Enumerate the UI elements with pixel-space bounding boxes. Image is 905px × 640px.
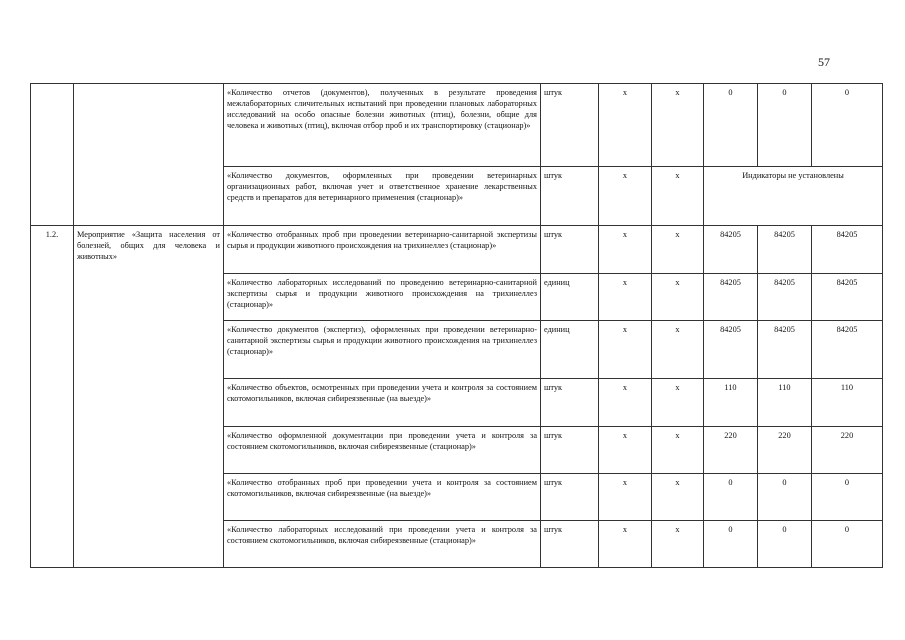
x-cell: x: [652, 521, 704, 568]
row-number-cell: 1.2.: [31, 226, 74, 568]
event-cell: [74, 84, 224, 226]
indicator-cell: «Количество документов (экспертиз), оформленных при проведении ветеринарно-санитарной экспертизы сырья и продукции животного происхождения на трихинеллез (стационар)»: [224, 321, 541, 379]
indicator-cell: «Количество лабораторных исследований по проведению ветеринарно-санитарной экспертизы сырья и продукции животного происхождения на трихинеллез (стационар)»: [224, 274, 541, 321]
unit-cell: штук: [541, 84, 599, 167]
x-cell: x: [652, 274, 704, 321]
value-cell: 110: [758, 379, 812, 427]
table-body: [31, 84, 883, 568]
value-cell: 0: [812, 84, 883, 167]
value-cell: 84205: [704, 274, 758, 321]
unit-cell: штук: [541, 167, 599, 226]
x-cell: x: [652, 84, 704, 167]
unit-cell: штук: [541, 379, 599, 427]
value-cell: 0: [758, 521, 812, 568]
unit-cell: штук: [541, 474, 599, 521]
indicator-cell: «Количество лабораторных исследований при проведении учета и контроля за состоянием скотомогильников, включая сибиреязвенные (стационар)»: [224, 521, 541, 568]
value-cell: 84205: [812, 274, 883, 321]
indicator-cell: «Количество отобранных проб при проведении учета и контроля за состоянием скотомогильников, включая сибиреязвенные (на выезде)»: [224, 474, 541, 521]
value-cell: 84205: [758, 274, 812, 321]
value-cell: 110: [812, 379, 883, 427]
value-cell: 84205: [758, 321, 812, 379]
x-cell: x: [652, 379, 704, 427]
value-cell: 220: [758, 427, 812, 474]
indicator-cell: «Количество отчетов (документов), полученных в результате проведения межлабораторных сличительных испытаний при проведении плановых лабораторных исследований на особо опасные болезни животных (птиц), болезни, общие для человека и животных (птиц), включая отбор проб и их транспортировку (стационар)»: [224, 84, 541, 167]
value-cell: 220: [704, 427, 758, 474]
value-cell: 0: [704, 84, 758, 167]
value-cell: 0: [704, 521, 758, 568]
indicator-cell: «Количество документов, оформленных при проведении ветеринарных организационных работ, включая учет и ответственное хранение лекарственных средств и препаратов для ветеринарного применения (стационар)»: [224, 167, 541, 226]
x-cell: x: [599, 521, 652, 568]
x-cell: x: [652, 226, 704, 274]
table-row: [31, 84, 883, 167]
value-cell: 0: [758, 84, 812, 167]
x-cell: x: [652, 167, 704, 226]
x-cell: x: [599, 167, 652, 226]
x-cell: x: [599, 427, 652, 474]
unit-cell: единиц: [541, 274, 599, 321]
indicator-cell: «Количество отобранных проб при проведении ветеринарно-санитарной экспертизы сырья и продукции животного происхождения на трихинеллез (стационар)»: [224, 226, 541, 274]
page-number: 57: [818, 55, 830, 69]
value-cell: 84205: [812, 321, 883, 379]
value-cell: 84205: [812, 226, 883, 274]
unit-cell: штук: [541, 427, 599, 474]
x-cell: x: [652, 474, 704, 521]
unit-cell: штук: [541, 226, 599, 274]
indicators-not-set-cell: Индикаторы не установлены: [704, 167, 883, 226]
x-cell: x: [652, 427, 704, 474]
indicator-cell: «Количество объектов, осмотренных при проведении учета и контроля за состоянием скотомогильников, включая сибиреязвенные (на выезде)»: [224, 379, 541, 427]
value-cell: 0: [812, 521, 883, 568]
unit-cell: штук: [541, 521, 599, 568]
value-cell: 0: [704, 474, 758, 521]
x-cell: x: [599, 379, 652, 427]
value-cell: 84205: [704, 226, 758, 274]
value-cell: 0: [812, 474, 883, 521]
table-row: [31, 226, 883, 274]
value-cell: 0: [758, 474, 812, 521]
x-cell: x: [599, 84, 652, 167]
x-cell: x: [599, 274, 652, 321]
x-cell: x: [599, 474, 652, 521]
indicator-cell: «Количество оформленной документации при проведении учета и контроля за состоянием скотомогильников, включая сибиреязвенные (стационар)»: [224, 427, 541, 474]
value-cell: 84205: [704, 321, 758, 379]
x-cell: x: [599, 226, 652, 274]
value-cell: 110: [704, 379, 758, 427]
event-cell: Мероприятие «Защита населения от болезней, общих для человека и животных»: [74, 226, 224, 568]
value-cell: 220: [812, 427, 883, 474]
value-cell: 84205: [758, 226, 812, 274]
x-cell: x: [599, 321, 652, 379]
unit-cell: единиц: [541, 321, 599, 379]
row-number-cell: [31, 84, 74, 226]
x-cell: x: [652, 321, 704, 379]
indicators-table: [30, 83, 883, 568]
